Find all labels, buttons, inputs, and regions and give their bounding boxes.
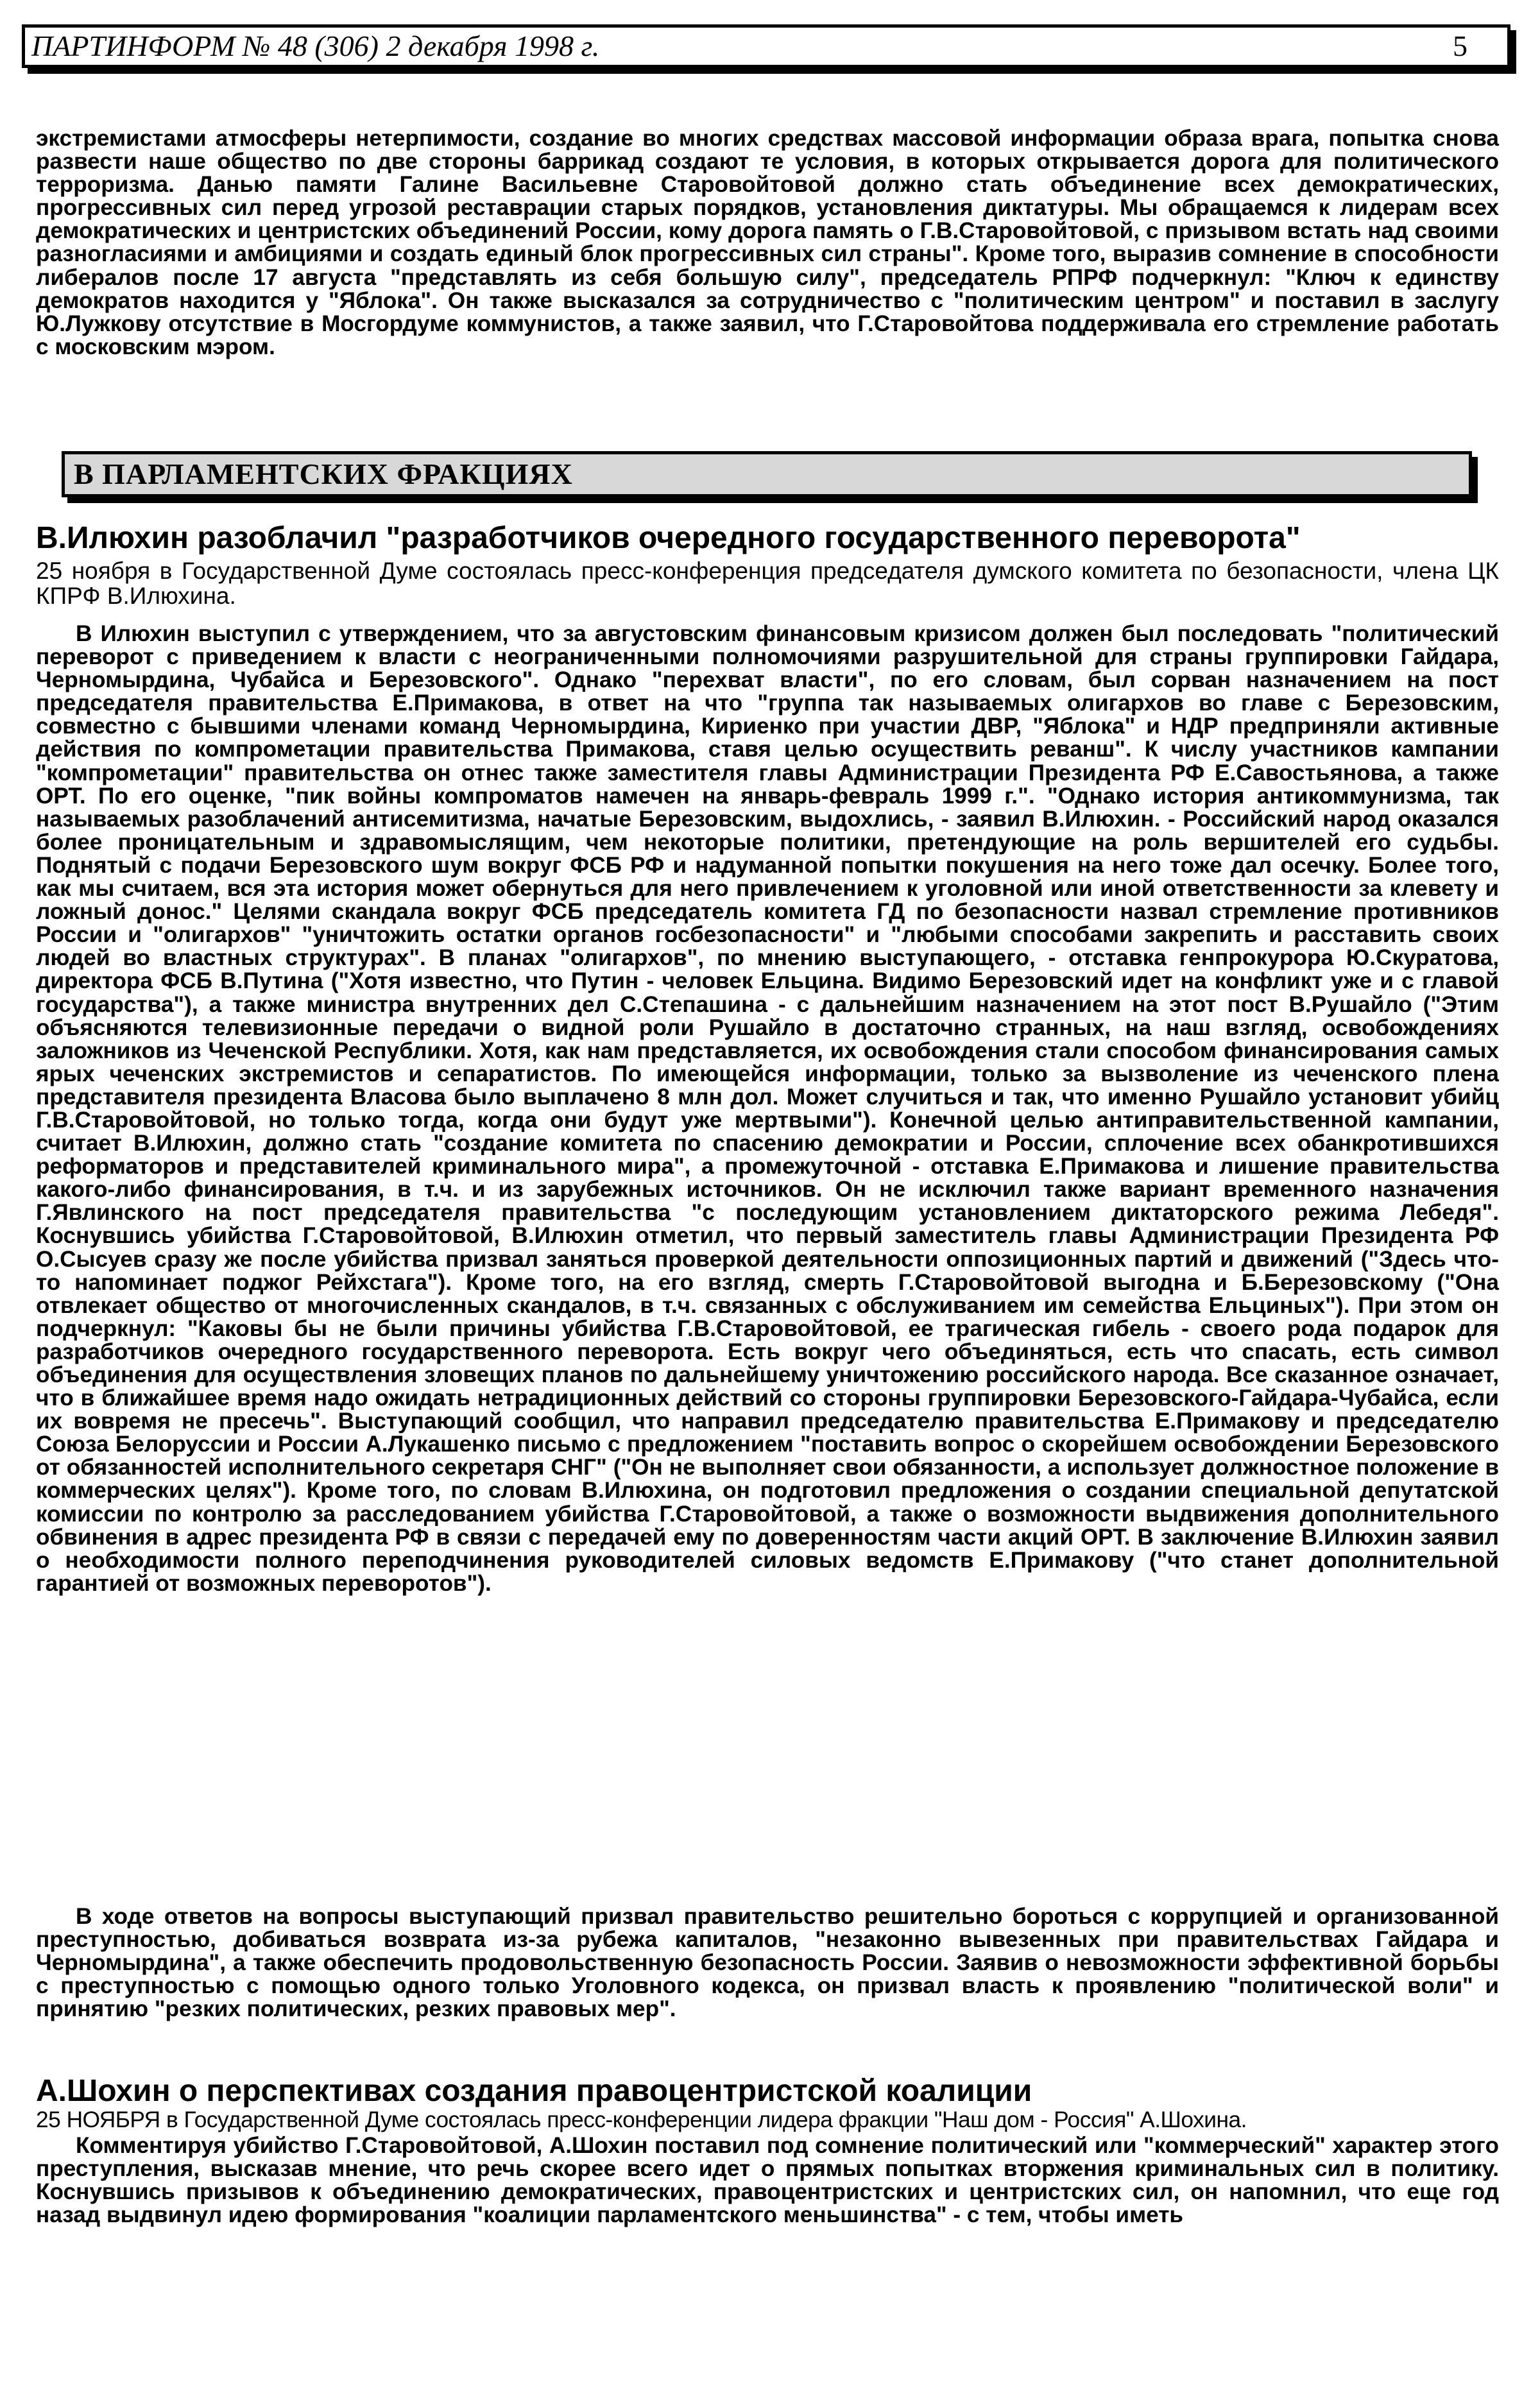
intro-paragraph: экстремистами атмосферы нетерпимости, создание во многих средствах массовой информации образа врага, попытка снова развести наше общество по две стороны баррикад создают те условия, в которых открывается дорога для политического терроризма. Данью памяти Галине Васильевне Старовойтовой должно стать объединение всех демократических, прогрессивных сил перед угрозой реставрации старых порядков, установления диктатуры. Мы обращаемся к лидерам всех демократических и центристских объединений России, кому дорога память о Г.В.Старовойтовой, с призывом встать над своими разногласиями и амбициями и создать единый блок прогрессивных сил страны". Кроме того, выразив сомнение в способности либералов после 17 августа "представлять из себя большую силу", председатель РПРФ подчеркнул: "Ключ к единству демократов находится у "Яблока". Он также высказался за сотрудничество с "политическим центром" и поставил в заслугу Ю.Лужкову отсутствие в Мосгордуме коммунистов, а также заявил, что Г.Старовойтова поддерживала его стремление работать с московским мэром.: [36, 126, 1499, 359]
article1-body-1: В Илюхин выступил с утверждением, что за августовским финансовым кризисом должен был последовать "политический переворот с приведением к власти с неограниченными полномочиями разрушительной для страны группировки Гайдара, Черномырдина, Чубайса и Березовского". Однако "перехват власти", по его словам, был сорван назначением на пост председателя правительства Е.Примакова, в ответ на что "группа так называемых олигархов во главе с Березовским, совместно с бывшими членами команд Черномырдина, Кириенко при участии ДВР, "Яблока" и НДР предприняли активные действия по компрометации правительства Примакова, ставя целью осуществить реванш". К числу участников кампании "компрометации" правительства он отнес также заместителя главы Администрации Президента РФ Е.Савостьянова, а также ОРТ. По его оценке, "пик войны компроматов намечен на январь-февраль 1999 г.". "Однако история антикоммунизма, так называемых разоблачений антисемитизма, начатые Березовским, выдохлись, - заявил В.Илюхин. - Российский народ оказался более проницательным и здравомыслящим, чем некоторые политики, претендующие на роль вершителей его судьбы. Поднятый с подачи Березовского шум вокруг ФСБ РФ и надуманной попытки покушения на него тоже дал осечку. Более того, как мы считаем, вся эта история может обернуться для него привлечением к уголовной или иной ответственности за клевету и ложный донос." Целями скандала вокруг ФСБ председатель комитета ГД по безопасности назвал стремление противников России и "олигархов" "уничтожить остатки органов госбезопасности" и "любыми способами закрепить и расставить своих людей во властных структурах". В планах "олигархов", по мнению выступающего, - отставка генпрокурора Ю.Скуратова, директора ФСБ В.Путина ("Хотя известно, что Путин - человек Ельцина. Видимо Березовский идет на конфликт уже и с главой государства"), а также министра внутренних дел С.Степашина - с дальнейшим назначением на этот пост В.Рушайло ("Этим объясняются телевизионные передачи о видной роли Рушайло в достаточно странных, на наш взгляд, освобождениях заложников из Чеченской Республики. Хотя, как нам представляется, их освобождения стали способом финансирования самых ярых чеченских экстремистов и сепаратистов. По имеющейся информации, только за вызволение из чеченского плена представителя президента Власова было выплачено 8 млн дол. Может случиться и так, что именно Рушайло установит убийц Г.В.Старовойтовой, но только тогда, когда они будут уже мертвыми"). Конечной целью антиправительственной кампании, считает В.Илюхин, должно стать "создание комитета по спасению демократии и России, сплочение всех обанкротившихся реформаторов и представителей криминального мира", а промежуточной - отставка Е.Примакова и лишение правительства какого-либо финансирования, в т.ч. и из зарубежных источников. Он не исключил также вариант временного назначения Г.Явлинского на пост председателя правительства "с последующим установлением диктаторского режима Лебедя". Коснувшись убийства Г.Старовойтовой, В.Илюхин отметил, что первый заместитель главы Администрации Президента РФ О.Сысуев сразу же после убийства призвал заняться проверкой деятельности оппозиционных партий и движений ("Здесь что-то напоминает поджог Рейхстага"). Кроме того, на его взгляд, смерть Г.Старовойтовой выгодна и Б.Березовскому ("Она отвлекает общество от многочисленных скандалов, в т.ч. связанных с обслуживанием им семейства Ельциных"). При этом он подчеркнул: "Каковы бы не были причины убийства Г.В.Старовойтовой, ее трагическая гибель - своего рода подарок для разработчиков очередного государственного переворота. Есть вокруг чего объединяться, есть что спасать, есть символ объединения для осуществления зловещих планов по дальнейшему уничтожению российского народа. Все сказанное означает, что в ближайшее время надо ожидать нетрадиционных действий со стороны группировки Березовского-Гайдара-Чубайса, если их вовремя не пресечь". Выступающий сообщил, что направил председателю правительства Е.Примакову и председателю Союза Белоруссии и России А.Лукашенко письмо с предложением "поставить вопрос о скорейшем освобождении Березовского от обязанностей исполнительного секретаря СНГ" ("Он не выполняет свои обязанности, а использует должностное положение в коммерческих целях"). Кроме того, по словам В.Илюхина, он подготовил предложения о создании специальной депутатской комиссии по контролю за расследованием убийства Г.Старовойтовой, а также о возможности выдвижения дополнительного обвинения в адрес президента РФ в связи с передачей ему по доверенностям части акций ОРТ. В заключение В.Илюхин заявил о необходимости полного переподчинения руководителей силовых ведомств Е.Примакову ("что станет дополнительной гарантией от возможных переворотов").: [36, 621, 1499, 1596]
article2-headline: А.Шохин о перспективах создания правоцентристской коалиции: [36, 2074, 1032, 2108]
article2-lead: 25 НОЯБРЯ в Государственной Думе состоялась пресс-конференции лидера фракции "Наш дом - Россия" А.Шохина.: [36, 2107, 1247, 2132]
article1-lead: 25 ноября в Государственной Думе состоялась пресс-конференция председателя думского комитета по безопасности, члена ЦК КПРФ В.Илюхина.: [36, 558, 1499, 609]
page-header: [22, 24, 1510, 68]
page-number: 5: [1453, 30, 1467, 62]
article1-body-2: В ходе ответов на вопросы выступающий призвал правительство решительно бороться с коррупцией и организованной преступностью, добиваться возврата из-за рубежа капиталов, "незаконно вывезенных при правительствах Гайдара и Черномырдина", а также обеспечить продовольственную безопасность России. Заявив о невозможности эффективной борьбы с преступностью с помощью одного только Уголовного кодекса, он призвал власть к проявлению "политической воли" и принятию "резких политических, резких правовых мер".: [36, 1904, 1499, 2022]
section-title: В ПАРЛАМЕНТСКИХ ФРАКЦИЯХ: [74, 458, 573, 490]
publication-title: ПАРТИНФОРМ № 48 (306) 2 декабря 1998 г.: [31, 30, 600, 62]
article2-body: Комментируя убийство Г.Старовойтовой, А.Шохин поставил под сомнение политический или "коммерческий" характер этого преступления, высказав мнение, что речь скорее всего идет о прямых попытках вторжения криминальных сил в политику. Коснувшись призывов к объединению демократических, правоцентристских и центристских сил, он напомнил, что еще год назад выдвинул идею формирования "коалиции парламентского меньшинства" - с тем, чтобы иметь: [36, 2133, 1499, 2228]
article1-headline: В.Илюхин разоблачил "разработчиков очередного государственного переворота": [36, 521, 1301, 555]
section-banner: [62, 451, 1472, 497]
